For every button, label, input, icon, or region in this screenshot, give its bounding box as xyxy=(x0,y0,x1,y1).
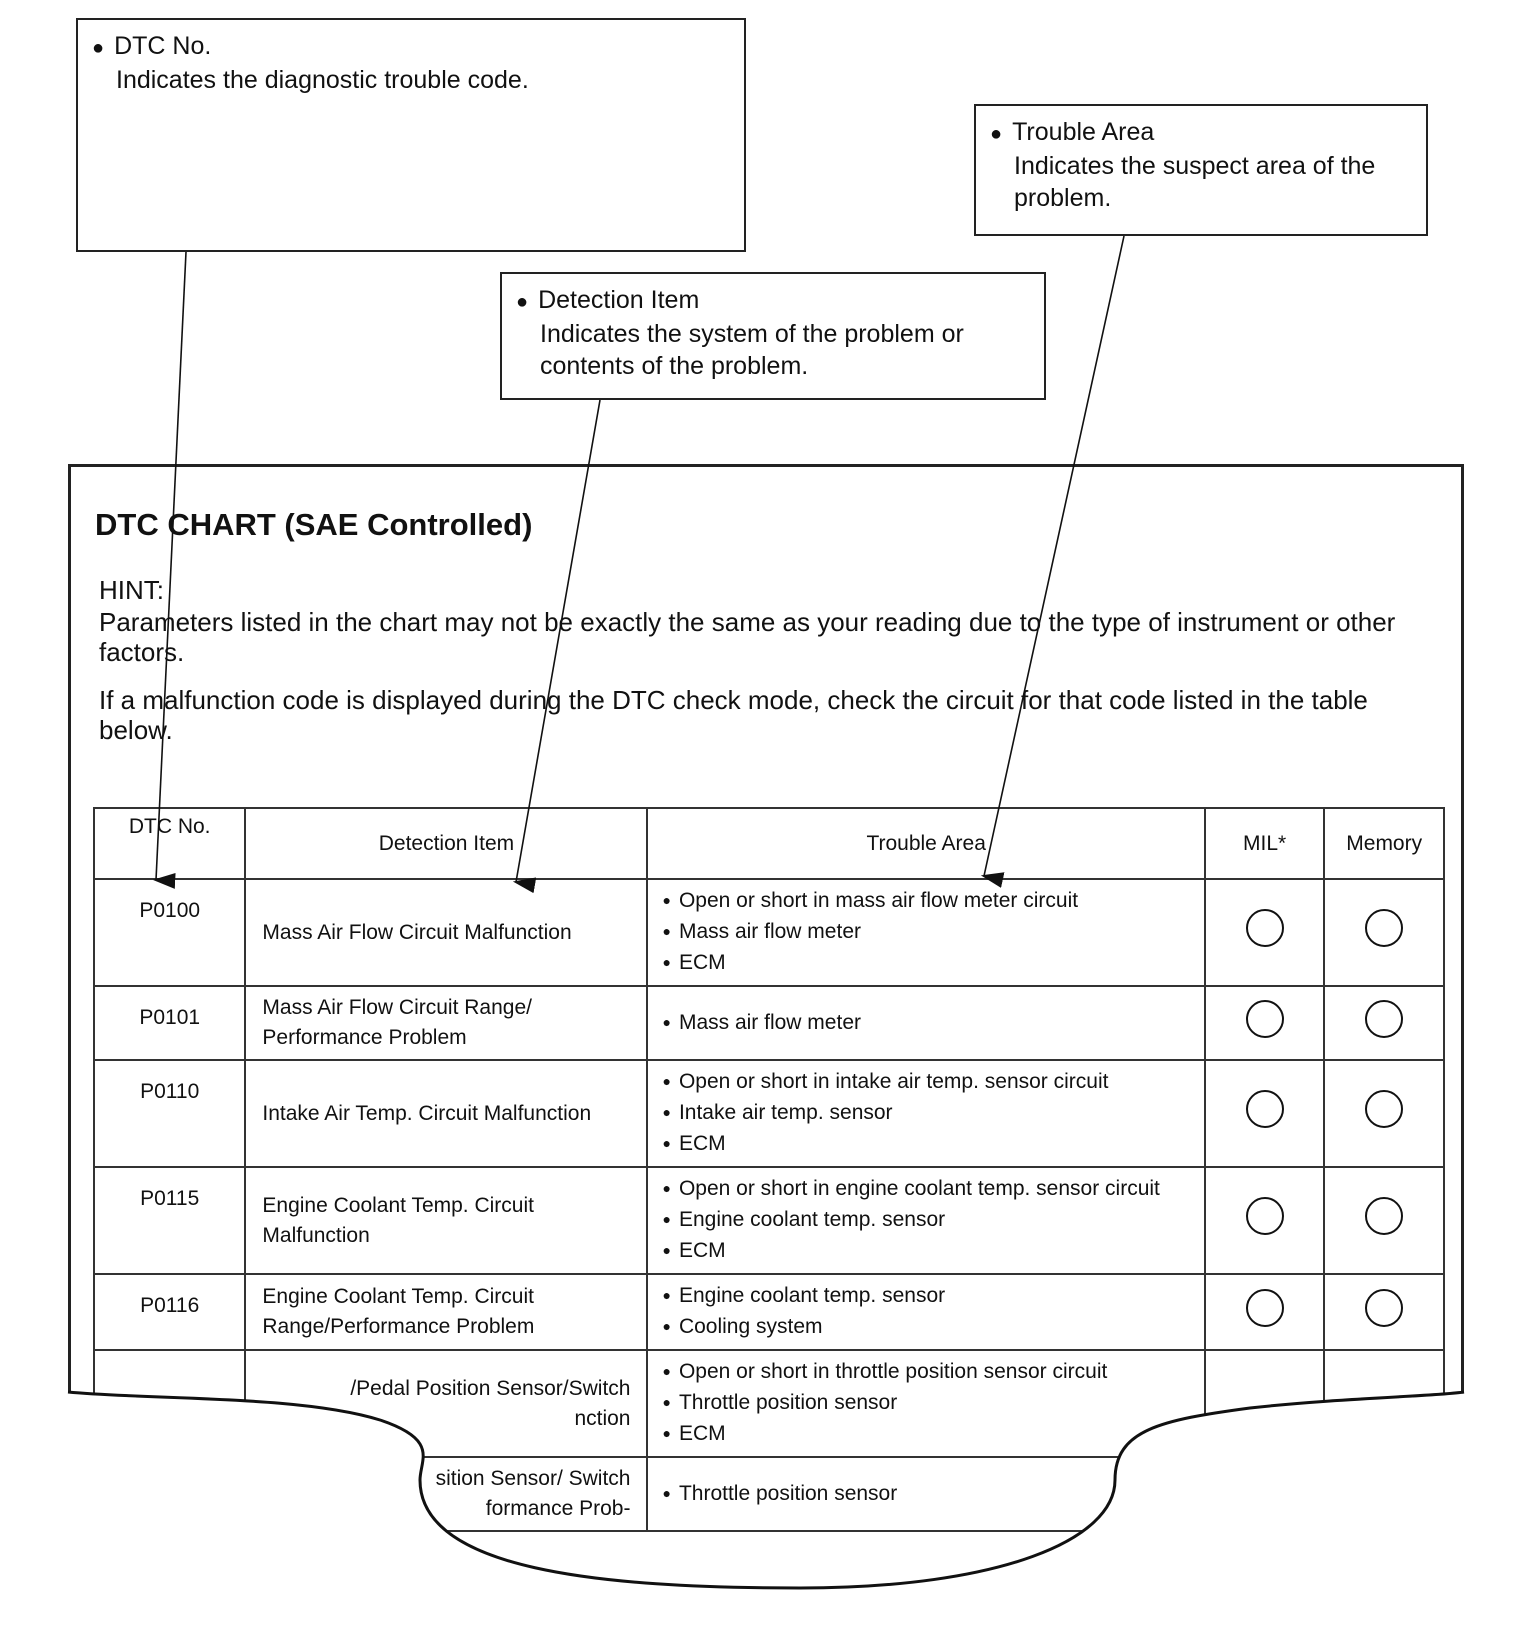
trouble-area-item: ● Throttle position sensor xyxy=(662,1388,1187,1419)
detection-item: Mass Air Flow Circuit Range/ Performance Problem xyxy=(245,986,647,1060)
detection-item: sition Sensor/ Switch formance Prob- xyxy=(245,1457,647,1531)
callout-title: DTC No. xyxy=(114,32,212,60)
trouble-area-item: ● ECM xyxy=(662,948,1187,979)
detection-item: Engine Coolant Temp. Circuit Range/Performance Problem xyxy=(245,1274,647,1350)
page-title: DTC CHART (SAE Controlled) xyxy=(95,507,533,542)
bullet-icon: ● xyxy=(516,291,529,313)
trouble-area-item: ● Mass air flow meter xyxy=(662,917,1187,948)
trouble-area-item: ● Mass air flow meter xyxy=(662,1008,1187,1039)
trouble-area-item: ● Engine coolant temp. sensor xyxy=(662,1205,1187,1236)
trouble-area-item: ● Open or short in engine coolant temp. sensor circuit xyxy=(662,1174,1187,1205)
trouble-area-item: ● Cooling system xyxy=(662,1312,1187,1343)
detection-item: Engine Coolant Temp. Circuit Malfunction xyxy=(245,1167,647,1274)
header-detection-item: Detection Item xyxy=(245,808,647,879)
hint-paragraph-1: Parameters listed in the chart may not be exactly the same as your reading due to the type of instrument or other factors. xyxy=(99,607,1396,667)
trouble-area-item: ● Intake air temp. sensor xyxy=(662,1098,1187,1129)
dtc-code: P0115 xyxy=(94,1167,245,1274)
dtc-code: P0100 xyxy=(94,879,245,986)
trouble-area-item: ● Engine coolant temp. sensor xyxy=(662,1281,1187,1312)
dtc-code: P0116 xyxy=(94,1274,245,1350)
bullet-icon: ● xyxy=(990,123,1003,145)
header-dtc-no: DTC No. xyxy=(94,808,245,879)
header-memory: Memory xyxy=(1324,808,1444,879)
detection-item: Mass Air Flow Circuit Malfunction xyxy=(245,879,647,986)
trouble-area-item: ● ECM xyxy=(662,1236,1187,1267)
trouble-area-item: ● Open or short in mass air flow meter circuit xyxy=(662,886,1187,917)
callout-description: Indicates the suspect area of the problem. xyxy=(1014,152,1376,212)
pointer-trouble-area xyxy=(984,236,1124,876)
bullet-icon: ● xyxy=(92,37,105,59)
pointer-detection-item xyxy=(516,400,600,882)
header-mil: MIL* xyxy=(1205,808,1325,879)
trouble-area-item: ● ECM xyxy=(662,1129,1187,1160)
dtc-code: P0101 xyxy=(94,986,245,1060)
callout-description: Indicates the diagnostic trouble code. xyxy=(116,66,529,94)
dtc-code: P0110 xyxy=(94,1060,245,1167)
trouble-area-item: ● Open or short in throttle position sensor circuit xyxy=(662,1357,1187,1388)
detection-item: Intake Air Temp. Circuit Malfunction xyxy=(245,1060,647,1167)
header-trouble-area: Trouble Area xyxy=(647,808,1204,879)
trouble-area-item: ● ECM xyxy=(662,1419,1187,1450)
hint-paragraph-2: If a malfunction code is displayed during the DTC check mode, check the circuit for that code listed in the table below. xyxy=(99,685,1368,745)
trouble-area-item: ● Open or short in intake air temp. sensor circuit xyxy=(662,1067,1187,1098)
hint-label: HINT: xyxy=(99,575,164,605)
detection-item: /Pedal Position Sensor/Switch nction xyxy=(245,1350,647,1457)
callout-description: Indicates the system of the problem or contents of the problem. xyxy=(540,320,964,380)
pointer-dtc-no xyxy=(156,252,186,880)
callout-title: Trouble Area xyxy=(1012,118,1155,146)
torn-edge-mask xyxy=(0,1392,1536,1650)
trouble-area-item: ● Throttle position sensor xyxy=(662,1479,1187,1510)
callout-title: Detection Item xyxy=(538,286,700,314)
